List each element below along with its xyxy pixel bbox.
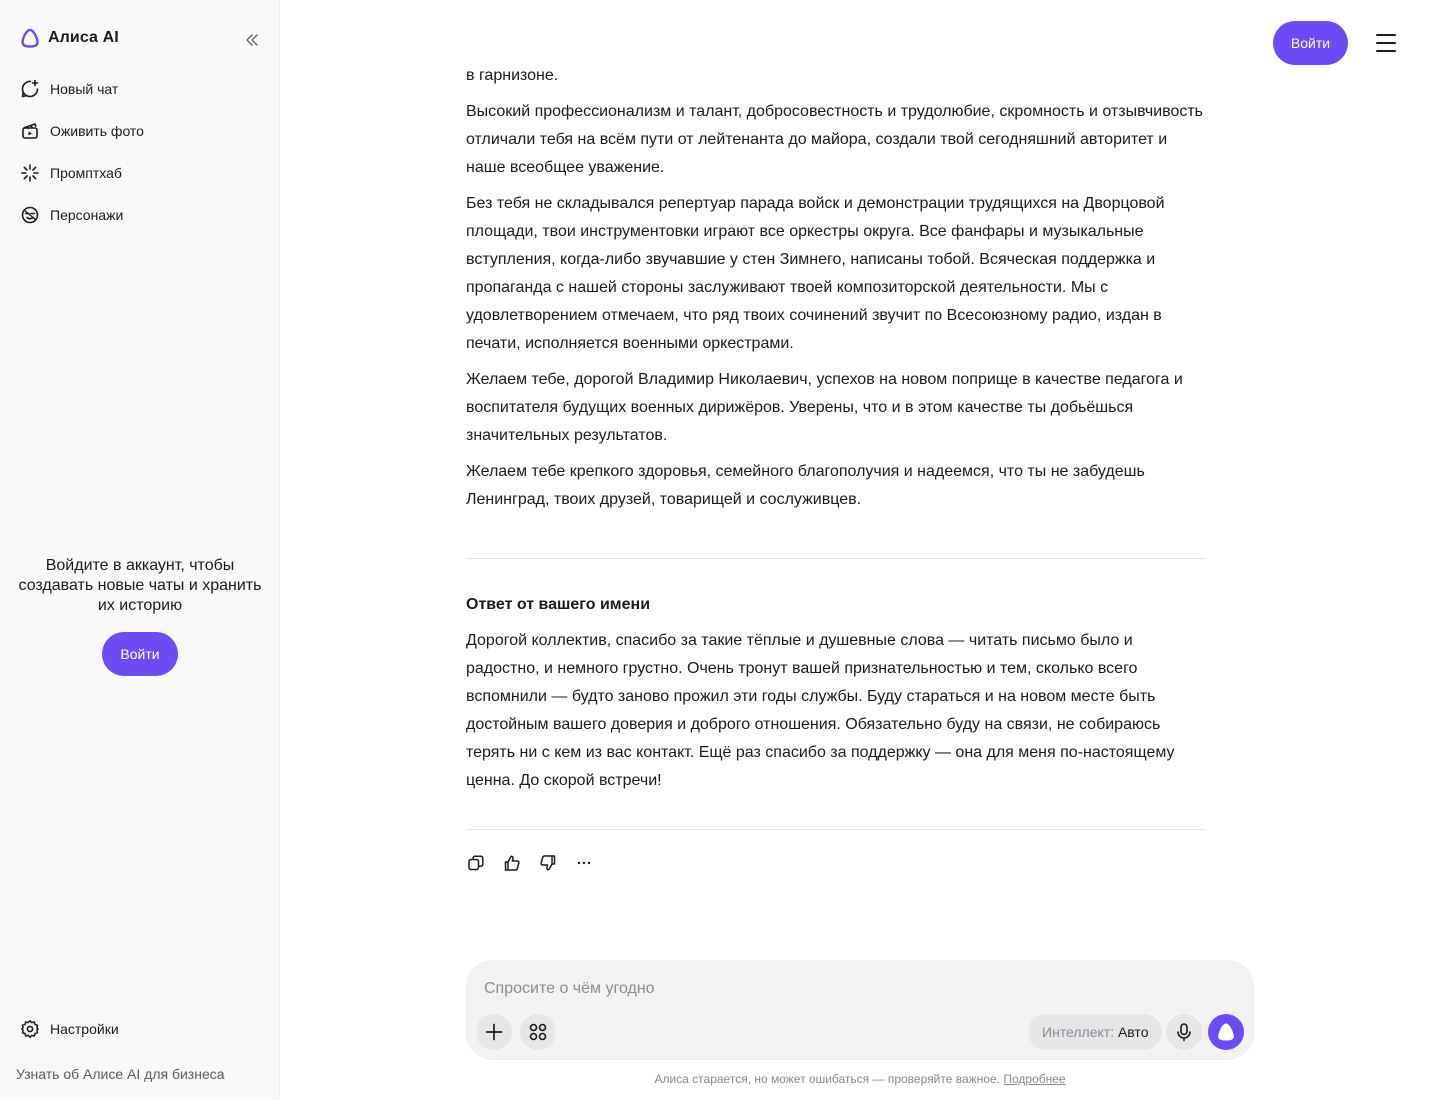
sidebar-item-settings[interactable]	[12, 1008, 268, 1050]
intellect-selector[interactable]	[1028, 1014, 1162, 1050]
alice-icon	[1215, 1021, 1237, 1043]
alice-logo-icon	[20, 28, 40, 48]
business-link[interactable]: Узнать об Алисе AI для бизнеса	[16, 1066, 225, 1082]
menu-icon[interactable]	[1374, 32, 1398, 54]
composer	[466, 960, 1254, 1060]
settings-label: Настройки	[50, 1021, 119, 1037]
sidebar-item-label: Промптхаб	[50, 165, 122, 181]
grid-icon	[528, 1022, 548, 1042]
login-promo-text: Войдите в аккаунт, чтобы создавать новые чаты и хранить их историю	[18, 557, 262, 614]
login-promo	[12, 556, 268, 676]
alice-voice-button[interactable]	[1208, 1014, 1244, 1050]
message-paragraph: Желаем тебе, дорогой Владимир Николаевич, успехов на новом поприще в качестве педагога и воспитателя будущих военных дирижёров. Уверены, что и в этом качестве ты добьёшься значительных результатов.	[466, 371, 1183, 444]
copy-icon[interactable]	[466, 852, 486, 874]
plus-icon	[484, 1022, 504, 1042]
intellect-label: Интеллект:	[1042, 1024, 1115, 1040]
reply-text: Дорогой коллектив, спасибо за такие тёплые и душевные слова — читать письмо было и радостно, и немного грустно. Очень тронут вашей признательностью и тем, сколько всего вспомнили — будто заново прожил эти годы службы. Буду стараться и на новом месте быть достойным вашего доверия и доброго отношения. Обязательно буду на связи, не собираюсь терять ни с кем из вас контакт. Ещё раз спасибо за поддержку — она для меня по-настоящему ценна. До скорой встречи!	[466, 632, 1175, 789]
chat-input[interactable]	[484, 975, 1224, 1003]
gear-icon	[20, 1019, 40, 1039]
collapse-sidebar-button[interactable]	[240, 30, 264, 50]
thumbs-down-icon[interactable]	[538, 852, 558, 874]
new-chat-icon	[20, 79, 40, 99]
message-actions	[466, 852, 594, 874]
chat-content	[466, 64, 1206, 924]
message-paragraph: Без тебя не складывался репертуар парада войск и демонстрации трудящихся на Дворцовой площади, твои инструментовки играют все оркестры округа. Все фанфары и музыкальные вступления, когда-либо звучавшие у стен Зимнего, написаны тобой. Всяческая поддержка и пропаганда с нашей стороны заслуживают твоей композиторской деятельности. Мы с удовлетворением отмечаем, что ряд твоих сочинений звучит по Всесоюзному радио, издан в печати, исполняется военными оркестрами.	[466, 195, 1165, 352]
more-icon[interactable]	[574, 852, 594, 874]
microphone-icon	[1174, 1022, 1194, 1042]
sidebar-nav	[12, 68, 268, 236]
sidebar-item-prompthub[interactable]	[12, 152, 268, 194]
reply-title: Ответ от вашего имени	[466, 596, 651, 613]
divider	[466, 829, 1206, 830]
sidebar-item-new-chat[interactable]	[12, 68, 268, 110]
sidebar-item-characters[interactable]	[12, 194, 268, 236]
sidebar-item-animate-photo[interactable]	[12, 110, 268, 152]
intellect-value: Авто	[1117, 1024, 1149, 1040]
animate-photo-icon	[20, 121, 40, 141]
sidebar	[0, 0, 280, 1100]
header-login-button[interactable]: Войти	[1273, 21, 1348, 65]
sidebar-item-label: Новый чат	[50, 81, 119, 97]
sidebar-item-label: Оживить фото	[50, 123, 144, 139]
add-attachment-button[interactable]	[476, 1014, 512, 1050]
characters-icon	[20, 205, 40, 225]
double-chevron-left-icon	[245, 34, 259, 46]
message-paragraph: в гарнизоне.	[466, 67, 559, 84]
sparkle-icon	[20, 163, 40, 183]
logo[interactable]	[20, 28, 119, 48]
sidebar-item-label: Персонажи	[50, 207, 124, 223]
disclaimer-text: Алиса старается, но может ошибаться — проверяйте важное.	[654, 1072, 1000, 1086]
disclaimer	[466, 1072, 1254, 1086]
thumbs-up-icon[interactable]	[502, 852, 522, 874]
settings-section	[12, 1008, 268, 1050]
apps-button[interactable]	[520, 1014, 556, 1050]
app-title: Алиса AI	[48, 29, 119, 46]
microphone-button[interactable]	[1166, 1014, 1202, 1050]
message-paragraph: Желаем тебе крепкого здоровья, семейного благополучия и надеемся, что ты не забудешь Ленинград, твоих друзей, товарищей и сослуживцев.	[466, 463, 1145, 508]
more-info-link[interactable]: Подробнее	[1003, 1072, 1066, 1086]
sidebar-login-button[interactable]: Войти	[102, 632, 178, 676]
message-paragraph: Высокий профессионализм и талант, добросовестность и трудолюбие, скромность и отзывчивость отличали тебя на всём пути от лейтенанта до майора, создали твой сегодняшний авторитет и наше всеобщее уважение.	[466, 103, 1204, 176]
